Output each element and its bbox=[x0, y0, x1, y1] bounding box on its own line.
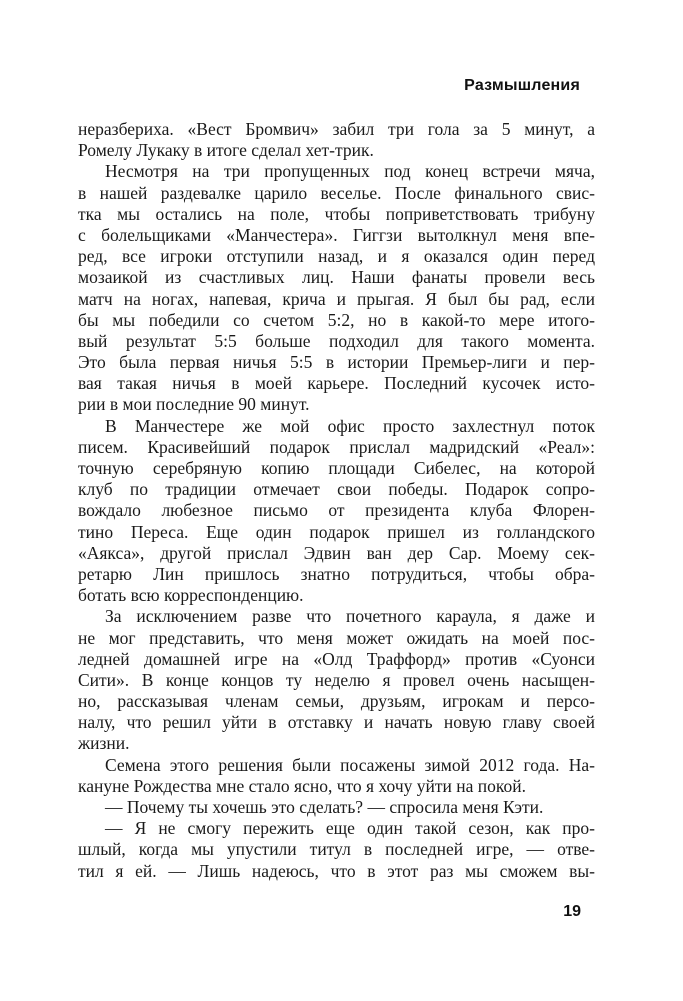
text-line: Несмотря на три пропущенных под конец встречи мяча, bbox=[105, 161, 595, 182]
text-line: вая такая ничья в моей карьере. Последний кусочек исто- bbox=[78, 373, 595, 394]
running-header: Размышления bbox=[464, 77, 580, 94]
paragraph bbox=[78, 606, 595, 754]
text-line: тил я ей. — Лишь надеюсь, что в этот раз мы сможем вы- bbox=[78, 860, 595, 881]
text-line: «Аякса», другой прислал Эдвин ван дер Сар. Моему сек- bbox=[78, 542, 595, 563]
text-line: За исключением разве что почетного караула, я даже и bbox=[105, 606, 595, 627]
text-line: Это была первая ничья 5:5 в истории Премьер-лиги и пер- bbox=[78, 352, 595, 373]
text-line: Семена этого решения были посажены зимой 2012 года. На- bbox=[105, 754, 595, 775]
text-line: жизни. bbox=[78, 733, 130, 754]
text-line: — Я не смогу пережить еще один такой сезон, как про- bbox=[105, 818, 595, 839]
text-line: но, рассказывая членам семьи, друзьям, игрокам и персо- bbox=[78, 691, 595, 712]
text-line: мозаикой из счастливых лиц. Наши фанаты провели весь bbox=[78, 267, 595, 288]
text-line: рии в мои последние 90 минут. bbox=[78, 394, 310, 415]
paragraph bbox=[78, 755, 595, 797]
text-line: ледней домашней игре на «Олд Траффорд» против «Суонси bbox=[78, 648, 595, 669]
paragraph bbox=[78, 161, 595, 415]
text-line: Ромелу Лукаку в итоге сделал хет-трик. bbox=[78, 140, 374, 161]
text-line: ред, все игроки отступили назад, и я оказался один перед bbox=[78, 246, 595, 267]
text-line: не мог представить, что меня может ожидать на моей пос- bbox=[78, 627, 595, 648]
text-line: вый результат 5:5 больше подходил для такого момента. bbox=[78, 330, 595, 351]
text-line: тино Переса. Еще один подарок пришел из голландского bbox=[78, 521, 595, 542]
paragraph bbox=[78, 818, 595, 882]
text-line: шлый, когда мы упустили титул в последней игре, — отве- bbox=[78, 839, 595, 860]
text-line: Сити». В конце концов ту неделю я провел очень насыщен- bbox=[78, 669, 595, 690]
text-line: писем. Красивейший подарок прислал мадридский «Реал»: bbox=[78, 436, 595, 457]
paragraph bbox=[78, 416, 595, 607]
text-line: клуб по традиции отмечает свои победы. Подарок сопро- bbox=[78, 479, 595, 500]
text-line: неразбериха. «Вест Бромвич» забил три гола за 5 минут, а bbox=[78, 119, 595, 139]
text-line: матч на ногах, напевая, крича и прыгая. Я был бы рад, если bbox=[78, 288, 595, 309]
text-line: ботать всю корреспонденцию. bbox=[78, 585, 304, 606]
text-line: налу, что решил уйти в отставку и начать новую главу своей bbox=[78, 712, 595, 733]
text-line: точную серебряную копию площади Сибелес, на которой bbox=[78, 458, 595, 478]
page-number: 19 bbox=[563, 903, 581, 920]
body-text bbox=[78, 119, 595, 882]
text-line: В Манчестере же мой офис просто захлестнул поток bbox=[105, 415, 595, 436]
text-line: кануне Рождества мне стало ясно, что я хочу уйти на покой. bbox=[78, 775, 527, 796]
paragraph bbox=[78, 797, 595, 818]
text-line: ретарю Лин пришлось знатно потрудиться, чтобы обра- bbox=[78, 563, 595, 584]
text-line: бы мы победили со счетом 5:2, но в какой-то мере итого- bbox=[78, 309, 595, 330]
text-line: в нашей раздевалке царило веселье. После финального свис- bbox=[78, 182, 595, 203]
paragraph bbox=[78, 119, 595, 161]
text-line: с болельщиками «Манчестера». Гиггзи вытолкнул меня впе- bbox=[78, 224, 595, 245]
text-line: вождало любезное письмо от президента клуба Флорен- bbox=[78, 500, 595, 521]
text-line: — Почему ты хочешь это сделать? — спросила меня Кэти. bbox=[105, 797, 544, 817]
text-line: тка мы остались на поле, чтобы поприветствовать трибуну bbox=[78, 203, 595, 224]
